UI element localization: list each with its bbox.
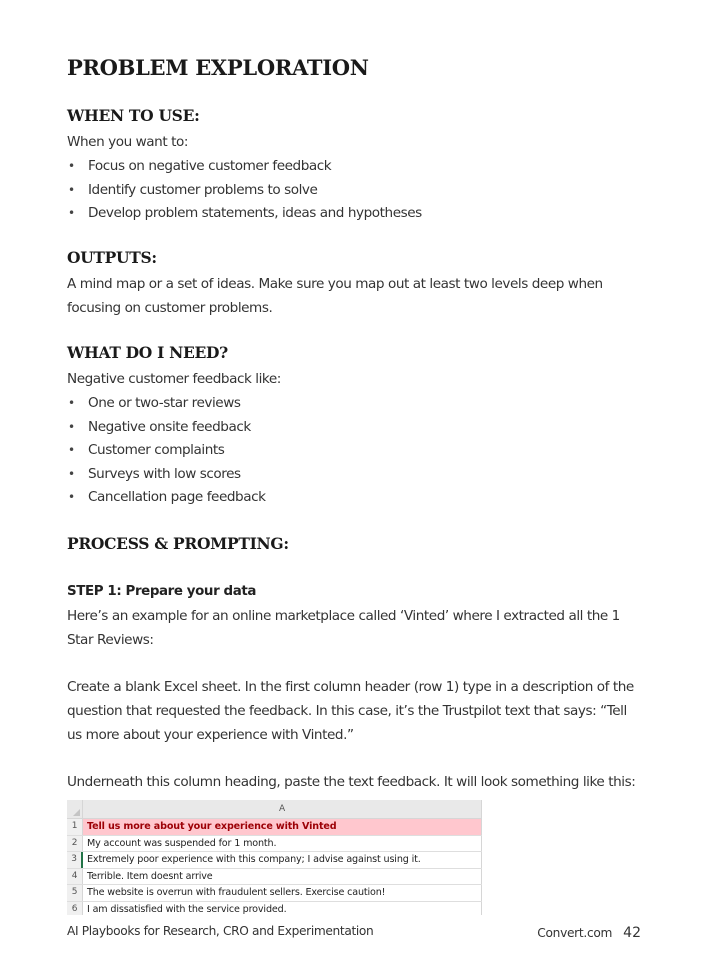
list-item: • Surveys with low scores bbox=[67, 463, 266, 487]
spreadsheet-cell: The website is overrun with fraudulent sellers. Exercise caution! bbox=[83, 885, 482, 901]
bullet-icon: • bbox=[68, 159, 75, 173]
row-number: 5 bbox=[67, 885, 83, 901]
row-number: 6 bbox=[67, 902, 83, 916]
spreadsheet-cell: My account was suspended for 1 month. bbox=[83, 836, 482, 852]
row-number: 4 bbox=[67, 869, 83, 885]
list-item: • Focus on negative customer feedback bbox=[67, 155, 422, 179]
what-do-i-need-intro: Negative customer feedback like: bbox=[67, 371, 281, 387]
outputs-heading: OUTPUTS: bbox=[67, 248, 157, 267]
page-number: 42 bbox=[623, 925, 641, 941]
what-do-i-need-heading: WHAT DO I NEED? bbox=[67, 343, 228, 362]
list-item: • Customer complaints bbox=[67, 439, 266, 463]
spreadsheet-row bbox=[67, 836, 482, 853]
bullet-icon: • bbox=[68, 466, 75, 481]
step-1-title: STEP 1: Prepare your data bbox=[67, 584, 256, 599]
select-all-corner bbox=[67, 800, 83, 818]
spreadsheet-cell: Terrible. Item doesnt arrive bbox=[83, 869, 482, 885]
what-do-i-need-list bbox=[67, 392, 266, 510]
bullet-icon: • bbox=[68, 206, 75, 220]
spreadsheet-column-header-row bbox=[67, 800, 482, 819]
step-1-para-2-line-3: us more about your experience with Vinted.” bbox=[67, 727, 354, 743]
step-1-para-2-line-2: question that requested the feedback. In this case, it’s the Trustpilot text that says: “Tell bbox=[67, 703, 627, 719]
row-number: 3 bbox=[67, 852, 83, 868]
step-1-para-2-line-1: Create a blank Excel sheet. In the first column header (row 1) type in a description of the bbox=[67, 679, 634, 695]
list-item: • Negative onsite feedback bbox=[67, 416, 266, 440]
footer-book-title: AI Playbooks for Research, CRO and Experimentation bbox=[67, 924, 374, 938]
bullet-icon: • bbox=[68, 396, 75, 410]
footer-right bbox=[537, 922, 641, 941]
spreadsheet-row bbox=[67, 902, 482, 916]
spreadsheet-cell: Tell us more about your experience with Vinted bbox=[83, 819, 482, 835]
list-item: • Identify customer problems to solve bbox=[67, 179, 422, 203]
when-to-use-heading: WHEN TO USE: bbox=[67, 106, 200, 125]
spreadsheet-row bbox=[67, 852, 482, 869]
bullet-icon: • bbox=[68, 443, 75, 457]
spreadsheet-cell: Extremely poor experience with this company; I advise against using it. bbox=[83, 852, 482, 868]
list-item: • Cancellation page feedback bbox=[67, 486, 266, 510]
outputs-line-2: focusing on customer problems. bbox=[67, 300, 273, 316]
row-number: 1 bbox=[67, 819, 83, 835]
list-item: • Develop problem statements, ideas and hypotheses bbox=[67, 202, 422, 226]
bullet-icon: • bbox=[68, 182, 75, 197]
page-title: PROBLEM EXPLORATION bbox=[67, 55, 369, 80]
process-heading: PROCESS & PROMPTING: bbox=[67, 534, 289, 553]
spreadsheet-cell: I am dissatisfied with the service provided. bbox=[83, 902, 482, 916]
when-to-use-intro: When you want to: bbox=[67, 134, 188, 150]
spreadsheet-row bbox=[67, 869, 482, 886]
bullet-icon: • bbox=[68, 419, 75, 434]
spreadsheet-screenshot bbox=[67, 800, 482, 915]
spreadsheet-row bbox=[67, 819, 482, 836]
step-1-para-3: Underneath this column heading, paste the text feedback. It will look something like this: bbox=[67, 774, 636, 790]
row-number: 2 bbox=[67, 836, 83, 852]
step-1-para-1-line-2: Star Reviews: bbox=[67, 632, 154, 648]
column-header-a: A bbox=[83, 800, 482, 818]
step-1-para-1-line-1: Here’s an example for an online marketplace called ‘Vinted’ where I extracted all the 1 bbox=[67, 608, 620, 624]
list-item: • One or two-star reviews bbox=[67, 392, 266, 416]
select-all-triangle-icon bbox=[73, 809, 80, 816]
outputs-line-1: A mind map or a set of ideas. Make sure you map out at least two levels deep when bbox=[67, 276, 603, 292]
spreadsheet-row bbox=[67, 885, 482, 902]
when-to-use-list bbox=[67, 155, 422, 226]
footer-site: Convert.com bbox=[537, 926, 613, 940]
bullet-icon: • bbox=[68, 490, 75, 504]
